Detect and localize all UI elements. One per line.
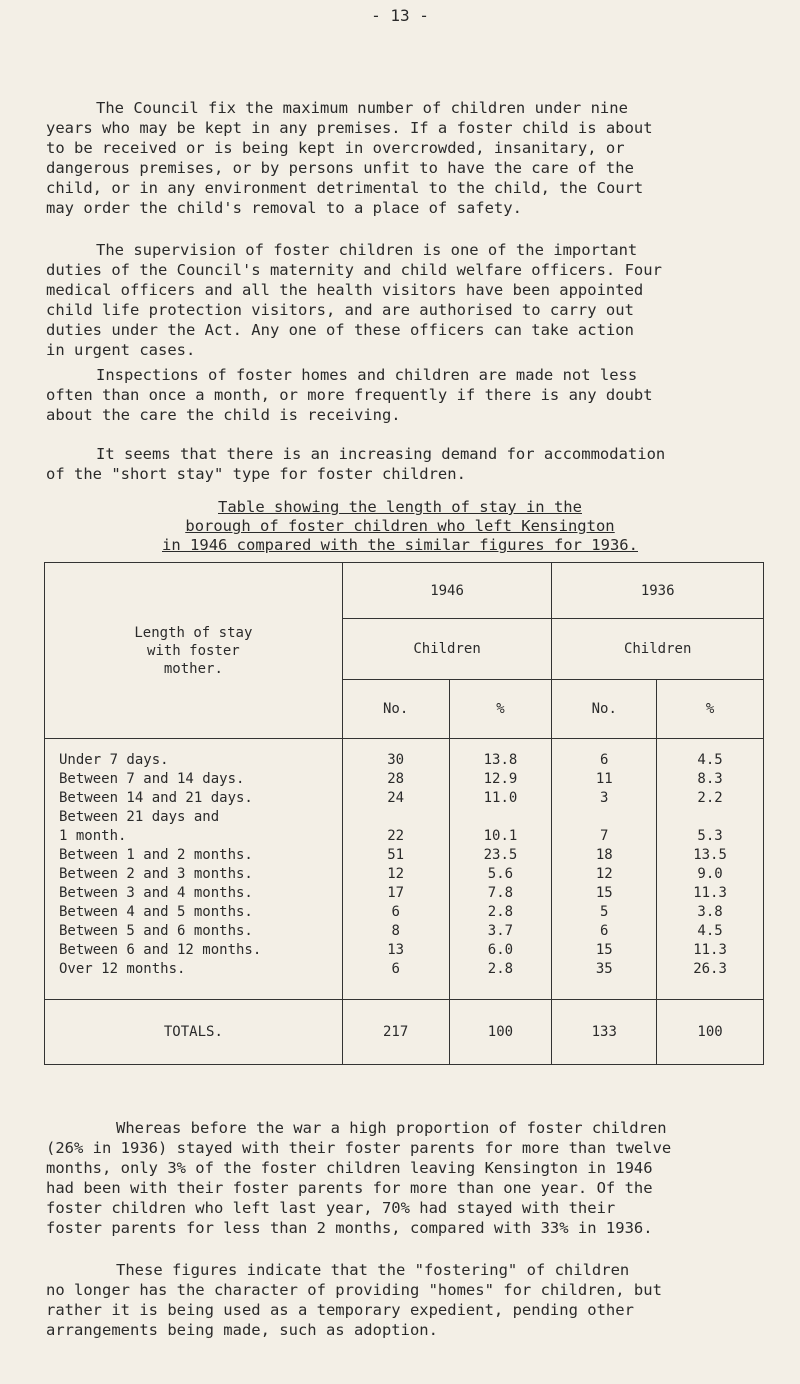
table-caption <box>120 498 680 555</box>
table-row: Between 21 days and 1 month. 22 10.1 7 5.3 <box>45 808 764 846</box>
text-line: may order the child's removal to a place of safety. <box>46 199 522 217</box>
text-line: rather it is being used as a temporary expedient, pending other <box>46 1301 634 1319</box>
text-line: dangerous premises, or by persons unfit to have the care of the <box>46 159 634 177</box>
text-line: duties under the Act. Any one of these officers can take action <box>46 321 634 339</box>
year-header-1936: 1936 <box>552 563 764 619</box>
paragraph-conclusion <box>46 1260 766 1340</box>
column-header-pct-1946: % <box>449 680 552 739</box>
table-row: Between 7 and 14 days. 28 12.9 11 8.3 <box>45 770 764 789</box>
table-row: Under 7 days. 30 13.8 6 4.5 <box>45 751 764 770</box>
text-line: no longer has the character of providing "homes" for children, but <box>46 1281 662 1299</box>
text-line: It seems that there is an increasing demand for accommodation <box>96 445 666 463</box>
text-line: arrangements being made, such as adoption. <box>46 1321 438 1339</box>
paragraph-short-stay <box>46 444 766 484</box>
text-line: (26% in 1936) stayed with their foster parents for more than twelve <box>46 1139 672 1157</box>
paragraph-comparison <box>46 1118 766 1238</box>
text-line: The Council fix the maximum number of children under nine <box>96 99 628 117</box>
year-header-1946: 1946 <box>342 563 552 619</box>
text-line: of the "short stay" type for foster children. <box>46 465 466 483</box>
children-header-1936: Children <box>552 619 764 680</box>
length-of-stay-table <box>44 562 764 1065</box>
table-row: Between 1 and 2 months. 51 23.5 18 13.5 <box>45 846 764 865</box>
table-row: Between 2 and 3 months. 12 5.6 12 9.0 <box>45 865 764 884</box>
table-row: Between 3 and 4 months. 17 7.8 15 11.3 <box>45 884 764 903</box>
totals-row: TOTALS. 217 100 133 100 <box>45 1000 764 1065</box>
text-line: foster children who left last year, 70% had stayed with their <box>46 1199 616 1217</box>
text-line: in urgent cases. <box>46 341 196 359</box>
paragraph-fostering-limits <box>46 98 766 218</box>
column-header-no-1936: No. <box>552 680 657 739</box>
table-row: Between 6 and 12 months. 13 6.0 15 11.3 <box>45 941 764 960</box>
children-header-1946: Children <box>342 619 552 680</box>
caption-line: Table showing the length of stay in the <box>218 498 582 516</box>
text-line: Whereas before the war a high proportion of foster children <box>116 1119 667 1137</box>
text-line: to be received or is being kept in overcrowded, insanitary, or <box>46 139 625 157</box>
caption-line: in 1946 compared with the similar figures for 1936. <box>162 536 638 554</box>
table-row: Over 12 months. 6 2.8 35 26.3 <box>45 960 764 979</box>
text-line: The supervision of foster children is one of the important <box>96 241 638 259</box>
text-line: months, only 3% of the foster children leaving Kensington in 1946 <box>46 1159 653 1177</box>
text-line: often than once a month, or more frequently if there is any doubt <box>46 386 653 404</box>
text-line: duties of the Council's maternity and child welfare officers. Four <box>46 261 662 279</box>
paragraph-inspections <box>46 365 766 425</box>
text-line: These figures indicate that the "fostering" of children <box>116 1261 630 1279</box>
column-header-no-1946: No. <box>342 680 449 739</box>
text-line: medical officers and all the health visitors have been appointed <box>46 281 644 299</box>
text-line: child life protection visitors, and are authorised to carry out <box>46 301 634 319</box>
text-line: foster parents for less than 2 months, compared with 33% in 1936. <box>46 1219 653 1237</box>
text-line: about the care the child is receiving. <box>46 406 401 424</box>
text-line: years who may be kept in any premises. If a foster child is about <box>46 119 653 137</box>
table-row: Between 14 and 21 days. 24 11.0 3 2.2 <box>45 789 764 808</box>
text-line: Inspections of foster homes and children are made not less <box>96 366 638 384</box>
text-line: had been with their foster parents for more than one year. Of the <box>46 1179 653 1197</box>
text-line: child, or in any environment detrimental to the child, the Court <box>46 179 644 197</box>
stub-header: Length of stay with foster mother. <box>45 563 343 739</box>
paragraph-supervision <box>46 240 766 360</box>
page-number: - 13 - <box>371 6 429 25</box>
caption-line: borough of foster children who left Kensington <box>185 517 615 535</box>
table-row: Between 5 and 6 months. 8 3.7 6 4.5 <box>45 922 764 941</box>
column-header-pct-1936: % <box>657 680 764 739</box>
table-row: Between 4 and 5 months. 6 2.8 5 3.8 <box>45 903 764 922</box>
